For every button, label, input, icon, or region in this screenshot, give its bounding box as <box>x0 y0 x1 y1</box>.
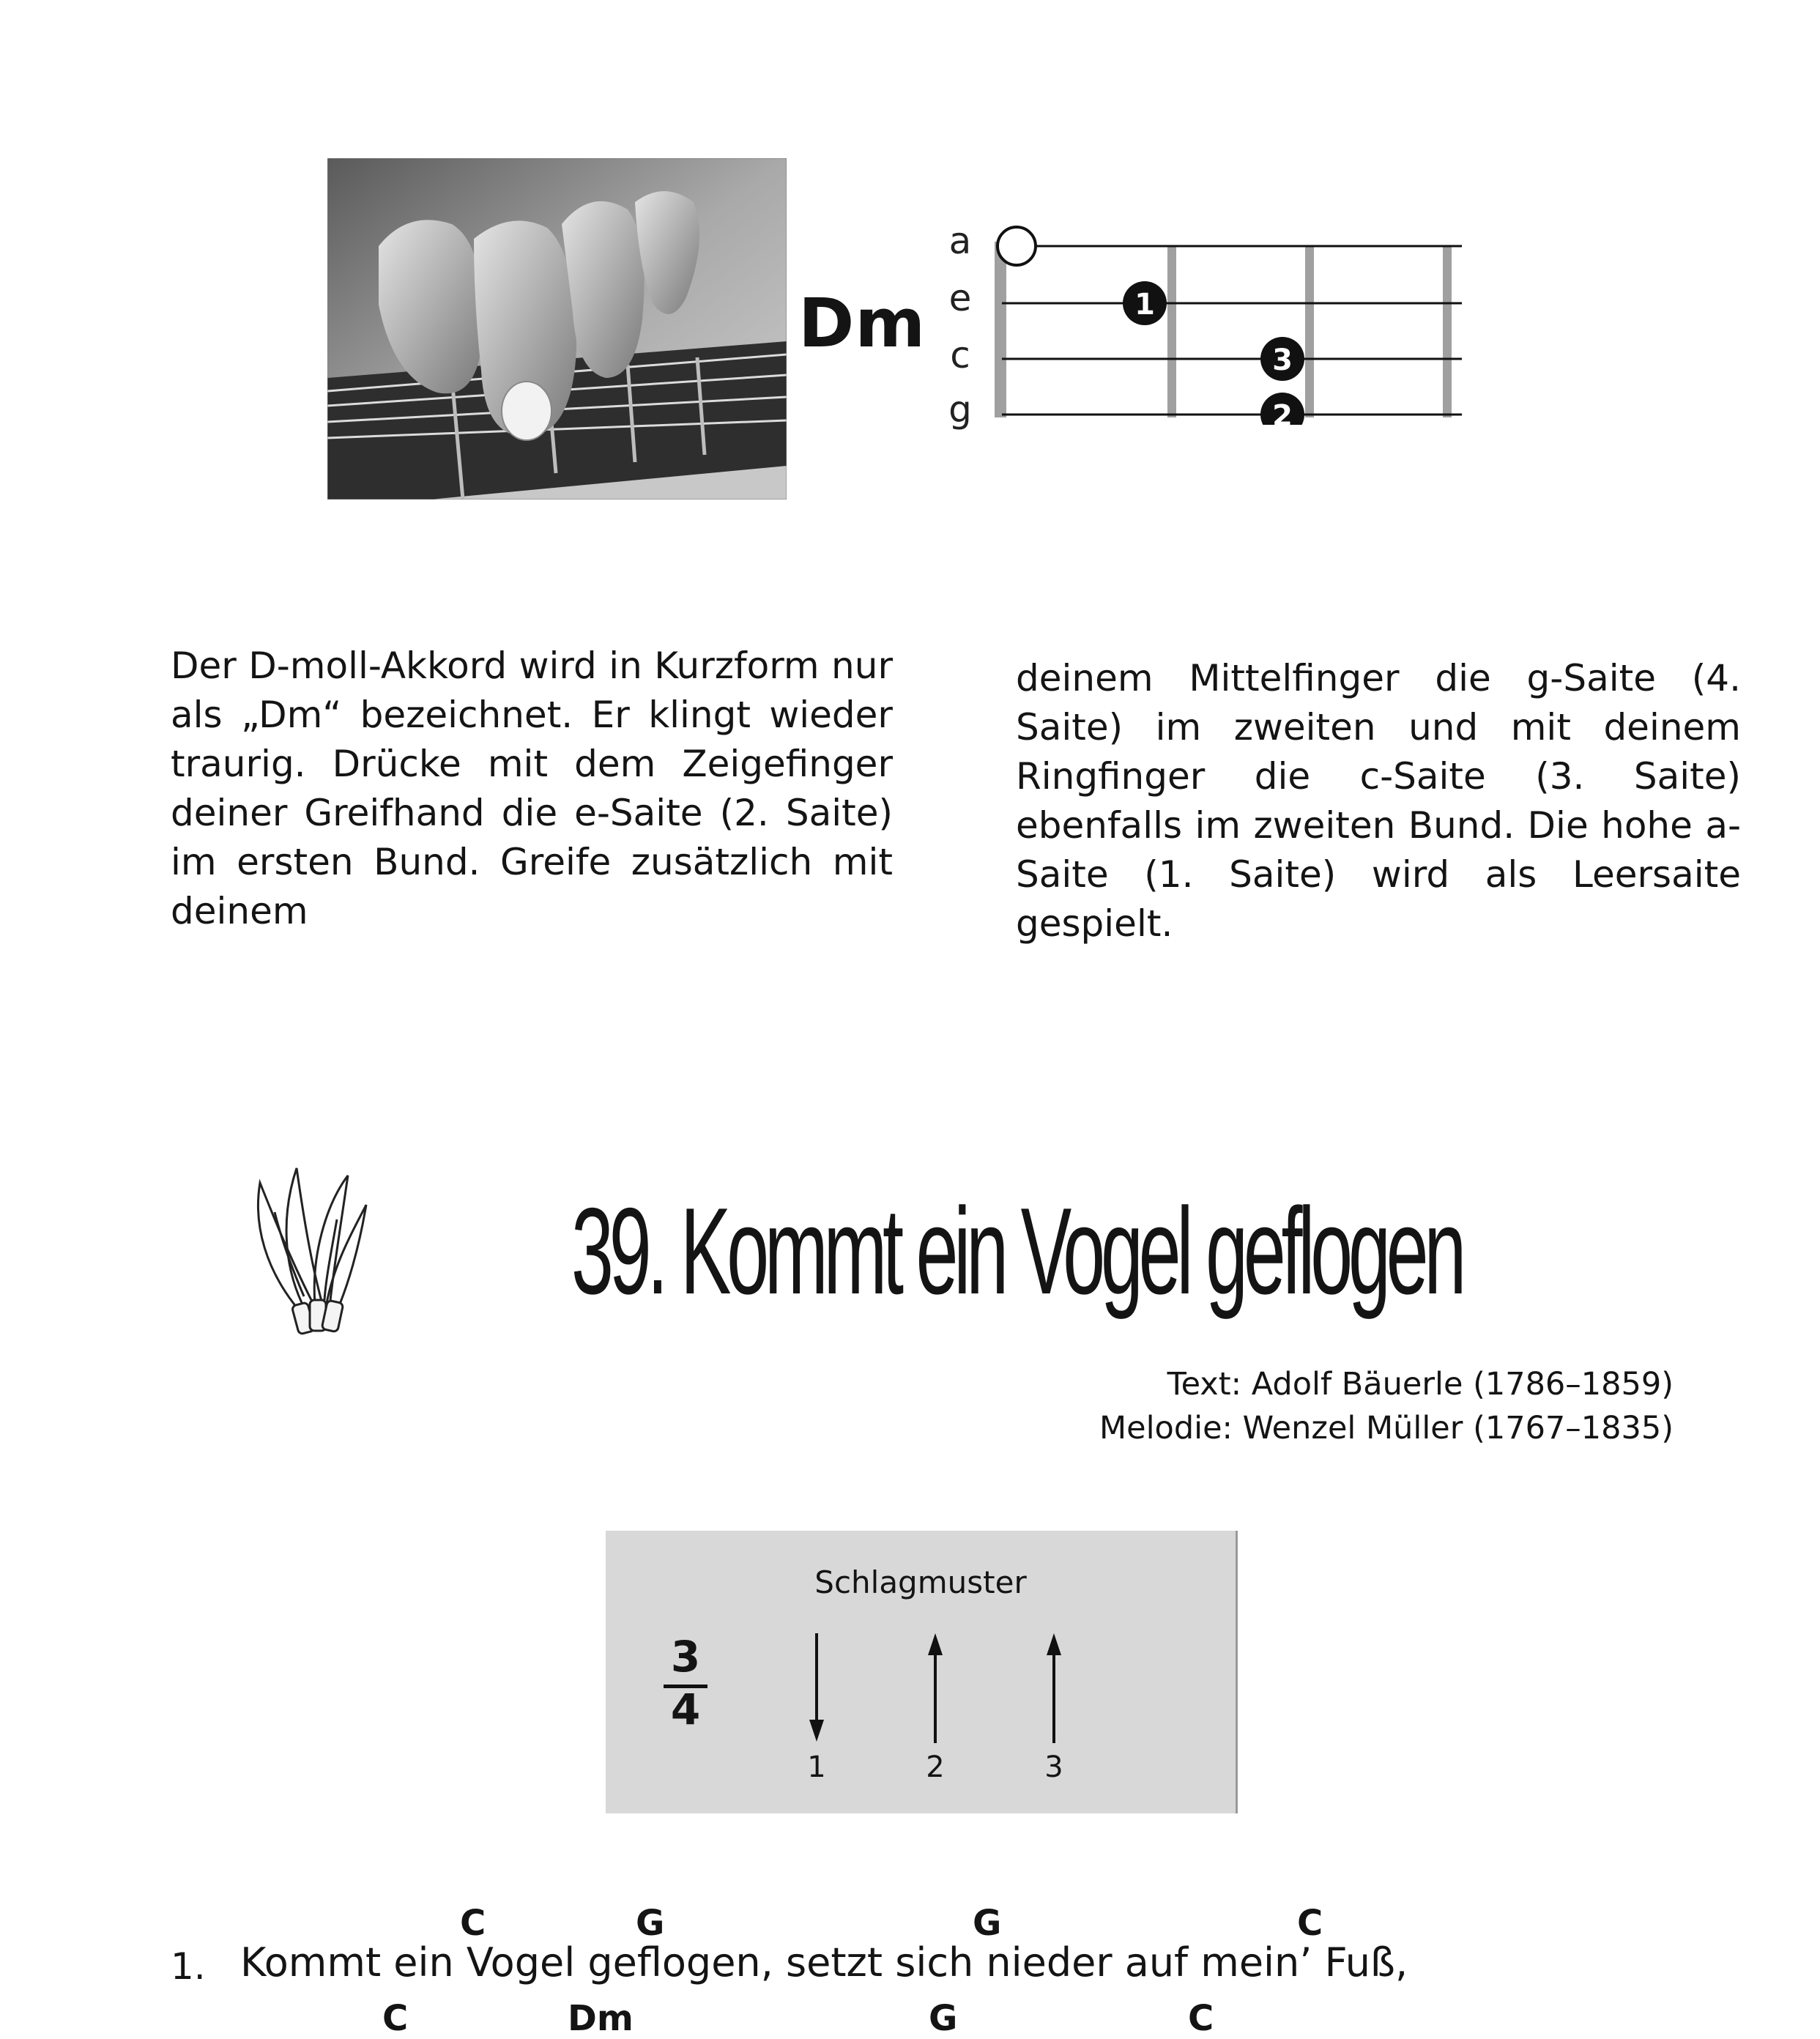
chord-fret-1 <box>1167 246 1176 417</box>
lyric-chord: C <box>460 1903 486 1944</box>
chord-nut <box>995 242 1006 417</box>
intro-paragraph-right: deinem Mittelfinger die g-Saite (4. Saite) im zweiten und mit deinem Ringfinger die c-Saite (3. Saite) ebenfalls im zweiten Bund. Die hohe a-Saite (1. Saite) wird als Leersaite gespielt. <box>1016 657 1741 945</box>
beat-label-2: 2 <box>926 1750 945 1784</box>
time-signature-bottom: 4 <box>670 1685 701 1734</box>
beat-label-1: 1 <box>807 1750 826 1784</box>
lyric-chord: G <box>973 1903 1002 1944</box>
time-signature-top: 3 <box>670 1632 701 1682</box>
string-label-e: e <box>948 277 972 319</box>
verse-number: 1. <box>171 1945 206 1988</box>
finger-dot-g <box>1260 393 1304 425</box>
chord-photo <box>327 158 787 499</box>
strum-down-arrow-icon <box>803 1633 830 1743</box>
lyric-line: Kommt ein Vogel geflogen, setzt sich nieder auf mein’ Fuß, <box>240 1939 1408 1986</box>
beat-label-3: 3 <box>1044 1750 1063 1784</box>
song-title: 39. Kommt ein Vogel geflogen <box>571 1182 1463 1320</box>
hand-fretting-illustration <box>327 158 787 499</box>
chord-fret-2 <box>1305 246 1314 417</box>
string-label-a: a <box>948 220 972 262</box>
lyric-chord: G <box>636 1903 665 1944</box>
chord-name: Dm <box>798 284 926 363</box>
string-label-g: g <box>948 388 972 431</box>
finger-number: 2 <box>1272 399 1293 425</box>
intro-paragraph-left: Der D-moll-Akkord wird in Kurzform nur als „Dm“ bezeichnet. Er klingt wieder traurig. Drücke mit dem Zeigefinger deiner Greifhand die e-Saite (2. Saite) im ersten Bund. Greife zusätzlich mit deinem <box>171 645 893 932</box>
finger-number: 1 <box>1134 288 1155 322</box>
open-string-marker <box>998 227 1036 265</box>
finger-dot-c <box>1260 337 1304 381</box>
strumming-title: Schlagmuster <box>814 1564 1027 1600</box>
string-label-c: c <box>950 334 970 376</box>
credit-text: Text: Adolf Bäuerle (1786–1859) <box>1167 1366 1674 1403</box>
lyric-chord: G <box>929 1998 958 2039</box>
strum-up-arrow-icon <box>1041 1633 1067 1743</box>
lyric-chord: C <box>382 1998 409 2039</box>
strum-up-arrow-icon <box>922 1633 948 1743</box>
decorative-feather-illustration <box>253 1161 370 1337</box>
credit-melody: Melodie: Wenzel Müller (1767–1835) <box>1099 1410 1674 1446</box>
lyric-chord: C <box>1297 1903 1323 1944</box>
chord-diagram <box>981 220 1465 425</box>
finger-dot-e <box>1123 281 1167 325</box>
lyric-chord: Dm <box>568 1998 634 2039</box>
finger-number: 3 <box>1272 343 1293 377</box>
chord-fret-3 <box>1443 246 1452 417</box>
lyric-chord: C <box>1188 1998 1214 2039</box>
strumming-pattern-box <box>606 1531 1238 1813</box>
